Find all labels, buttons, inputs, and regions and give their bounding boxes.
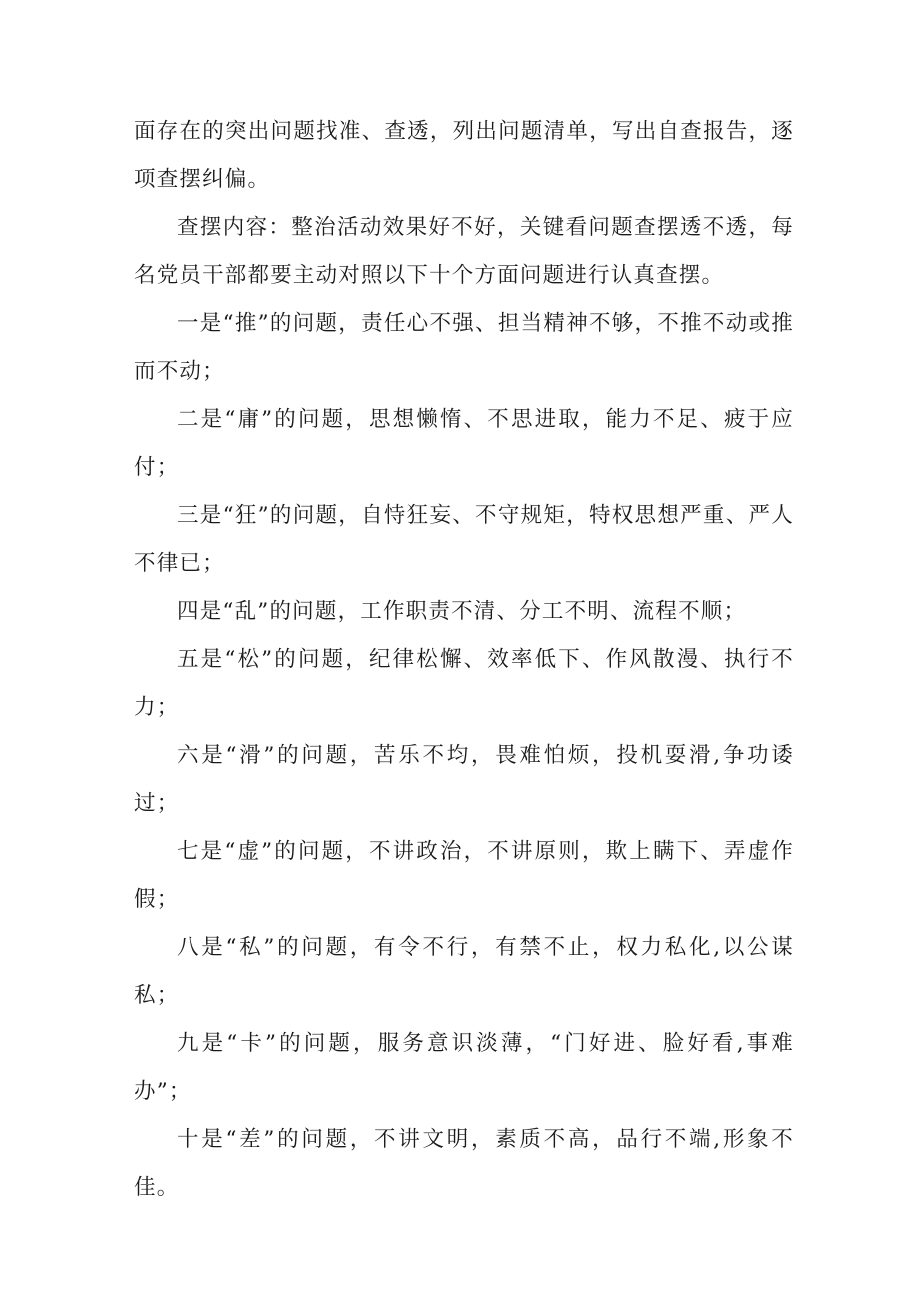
paragraph-item-7: 七是“虚”的问题，不讲政治，不讲原则，欺上瞒下、弄虚作假； [134, 839, 794, 912]
paragraph-continuation: 面存在的突出问题找准、查透，列出问题清单，写出自查报告，逐项查摆纠偏。 [134, 119, 794, 192]
paragraph-item-6: 六是“滑”的问题，苦乐不均，畏难怕烦，投机耍滑,争功诿过； [134, 743, 794, 816]
paragraph-item-5: 五是“松”的问题，纪律松懈、效率低下、作风散漫、执行不力； [134, 647, 794, 720]
paragraph-item-10: 十是“差”的问题，不讲文明，素质不高，品行不端,形象不佳。 [134, 1127, 794, 1200]
paragraph-item-2: 二是“庸”的问题，思想懒惰、不思进取，能力不足、疲于应付； [134, 407, 794, 480]
paragraph-item-4: 四是“乱”的问题，工作职责不清、分工不明、流程不顺； [177, 599, 747, 624]
paragraph-item-9: 九是“卡”的问题，服务意识淡薄，“门好进、脸好看,事难办”； [134, 1031, 794, 1104]
document-body [134, 108, 794, 1212]
paragraph-item-1: 一是“推”的问题，责任心不强、担当精神不够，不推不动或推而不动； [134, 311, 794, 384]
paragraph-item-8: 八是“私”的问题，有令不行，有禁不止，权力私化,以公谋私； [134, 935, 794, 1008]
paragraph-item-3: 三是“狂”的问题，自恃狂妄、不守规矩，特权思想严重、严人不律已； [134, 503, 794, 576]
paragraph-check-content: 查摆内容：整治活动效果好不好，关键看问题查摆透不透，每名党员干部都要主动对照以下十个方面问题进行认真查摆。 [134, 215, 794, 288]
